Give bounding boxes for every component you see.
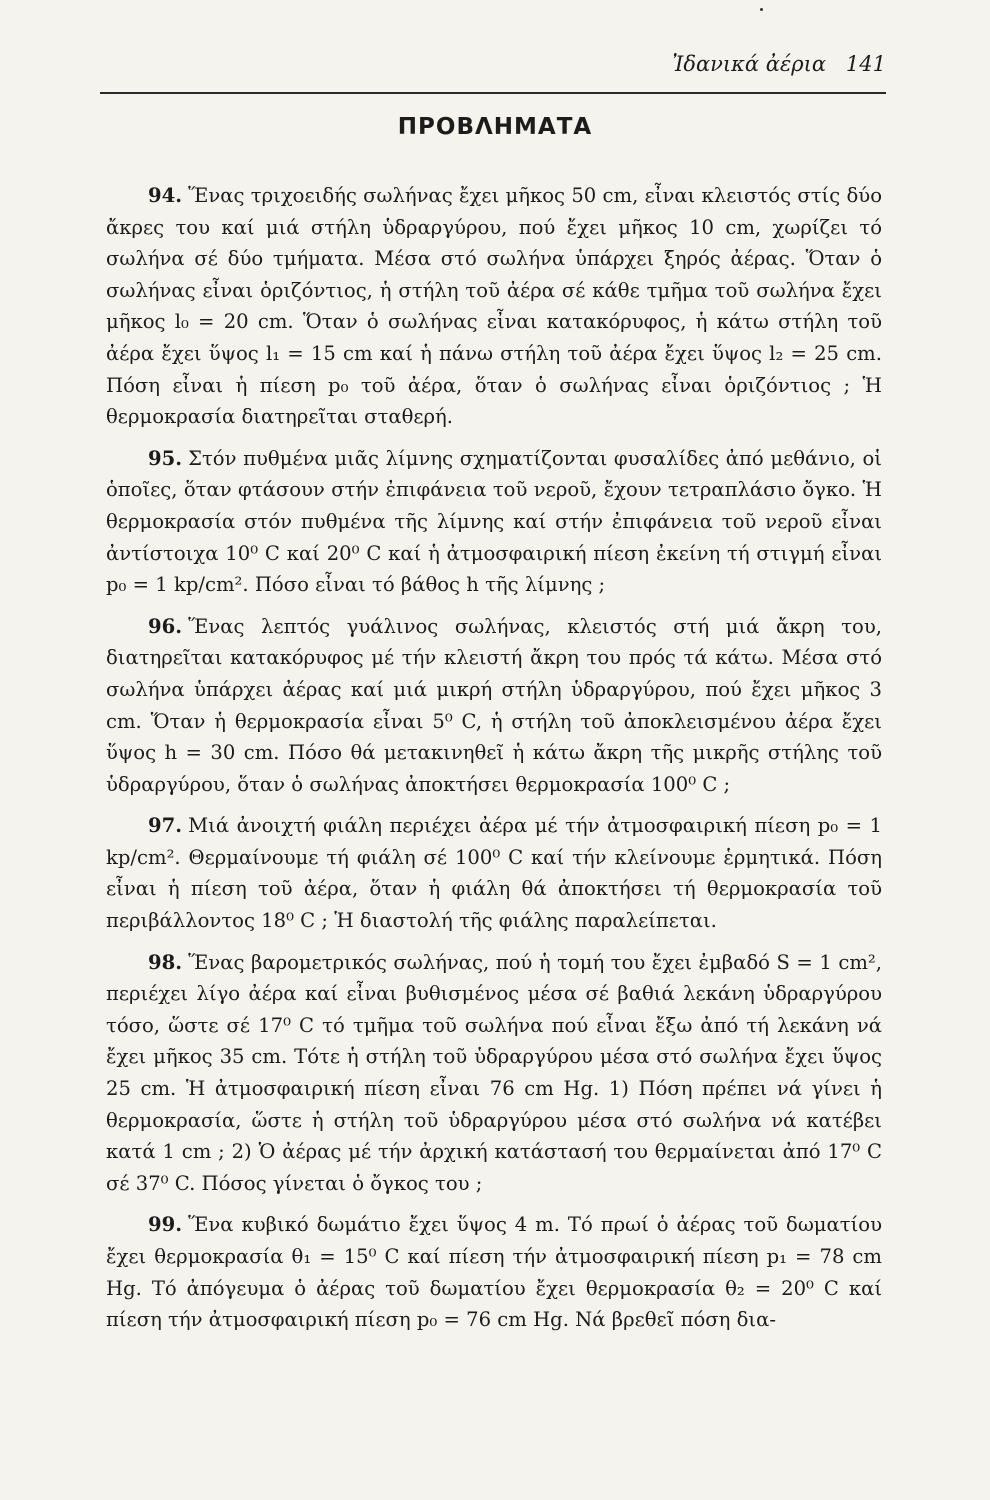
problem-97 (106, 810, 882, 936)
page-header (100, 52, 886, 94)
problem-number: 96. (148, 614, 183, 638)
problem-number: 99. (148, 1213, 183, 1237)
problem-list (106, 180, 882, 1346)
problem-text: Μιά ἀνοιχτή φιάλη περιέχει ἀέρα μέ τήν ἀτμοσφαιρική πίεση p₀ = 1 kp/cm². Θερμαίνουμε τή φιάλη σέ 100⁰ C καί τήν κλείνουμε ἑρμητικά. Πόση εἶναι ἡ πίεση τοῦ ἀέρα, ὅταν ἡ φιάλη θά ἀποκτήσει τή θερμοκρασία τοῦ περιβάλλοντος 18⁰ C ; Ἡ διαστολή τῆς φιάλης παραλείπεται. (106, 814, 882, 933)
problem-number: 94. (148, 184, 183, 207)
problem-text: Ἕνας τριχοειδής σωλήνας ἔχει μῆκος 50 cm, εἶναι κλειστός στίς δύο ἄκρες του καί μιά στήλη ὑδραργύρου, πού ἔχει μῆκος 10 cm, χωρίζει τό σωλήνα σέ δύο τμήματα. Μέσα στό σωλήνα ὑπάρχει ξηρός ἀέρας. Ὅταν ὁ σωλήνας εἶναι ὁριζόντιος, ἡ στήλη τοῦ ἀέρα σέ κάθε τμῆμα τοῦ σωλήνα ἔχει μῆκος l₀ = 20 cm. Ὅταν ὁ σωλήνας εἶναι κατακόρυφος, ἡ κάτω στήλη τοῦ ἀέρα ἔχει ὕψος l₁ = 15 cm καί ἡ πάνω στήλη τοῦ ἀέρα ἔχει ὕψος l₂ = 25 cm. Πόση εἶναι ἡ πίεση p₀ τοῦ ἀέρα, ὅταν ὁ σωλήνας εἶναι ὁριζόντιος ; Ἡ θερμοκρασία διατηρεῖται σταθερή. (106, 184, 882, 429)
problem-text: Ἕνας βαρομετρικός σωλήνας, πού ἡ τομή του ἔχει ἐμβαδό S = 1 cm², περιέχει λίγο ἀέρα καί εἶναι βυθισμένος μέσα σέ βαθιά λεκάνη ὑδραργύρου τόσο, ὥστε σέ 17⁰ C τό τμῆμα τοῦ σωλήνα πού εἶναι ἔξω ἀπό τή λεκάνη νά ἔχει μῆκος 35 cm. Τότε ἡ στήλη τοῦ ὑδραργύρου μέσα στό σωλήνα ἔχει ὕψος 25 cm. Ἡ ἀτμοσφαιρική πίεση εἶναι 76 cm Hg. 1) Πόση πρέπει νά γίνει ἡ θερμοκρασία, ὥστε ἡ στήλη τοῦ ὑδραργύρου μέσα στό σωλήνα νά κατέβει κατά 1 cm ; 2) Ὁ ἀέρας μέ τήν ἀρχική κατάστασή του θερμαίνεται ἀπό 17⁰ C σέ 37⁰ C. Πόσος γίνεται ὁ ὄγκος του ; (106, 950, 882, 1195)
problem-text: Στόν πυθμένα μιᾶς λίμνης σχηματίζονται φυσαλίδες ἀπό μεθάνιο, οἱ ὁποῖες, ὅταν φτάσουν στήν ἐπιφάνεια τοῦ νεροῦ, ἔχουν τετραπλάσιο ὄγκο. Ἡ θερμοκρασία στόν πυθμένα τῆς λίμνης καί στήν ἐπιφάνεια τοῦ νεροῦ εἶναι ἀντίστοιχα 10⁰ C καί 20⁰ C καί ἡ ἀτμοσφαιρική πίεση ἐκείνη τή στιγμή εἶναι p₀ = 1 kp/cm². Πόσο εἶναι τό βάθος h τῆς λίμνης ; (106, 446, 882, 597)
problem-text: Ἕνα κυβικό δωμάτιο ἔχει ὕψος 4 m. Τό πρωί ὁ ἀέρας τοῦ δωματίου ἔχει θερμοκρασία θ₁ = 15⁰ C καί πίεση τήν ἀτμοσφαιρική πίεση p₁ = 78 cm Hg. Τό ἀπόγευμα ὁ ἀέρας τοῦ δωματίου ἔχει θερμοκρασία θ₂ = 20⁰ C καί πίεση τήν ἀτμοσφαιρική πίεση p₀ = 76 cm Hg. Νά βρεθεῖ πόση δια- (106, 1213, 882, 1332)
problem-94 (106, 180, 882, 433)
problem-99 (106, 1209, 882, 1335)
running-title: Ἰδανικά ἀέρια (672, 52, 826, 76)
problem-95 (106, 443, 882, 601)
page-number: 141 (845, 52, 886, 76)
problem-number: 95. (148, 446, 183, 470)
problem-number: 98. (148, 950, 183, 974)
section-title: ΠΡΟΒΛΗΜΑΤΑ (397, 114, 593, 140)
problem-number: 97. (148, 814, 183, 838)
problem-96 (106, 611, 882, 801)
problem-98 (106, 947, 882, 1200)
print-speck (760, 8, 763, 11)
problem-text: Ἕνας λεπτός γυάλινος σωλήνας, κλειστός στή μιά ἄκρη του, διατηρεῖται κατακόρυφος μέ τήν κλειστή ἄκρη του πρός τά κάτω. Μέσα στό σωλήνα ὑπάρχει ἀέρας καί μιά μικρή στήλη ὑδραργύρου, πού ἔχει μῆκος 3 cm. Ὅταν ἡ θερμοκρασία εἶναι 5⁰ C, ἡ στήλη τοῦ ἀποκλεισμένου ἀέρα ἔχει ὕψος h = 30 cm. Πόσο θά μετακινηθεῖ ἡ κάτω ἄκρη τῆς μικρῆς στήλης τοῦ ὑδραργύρου, ὅταν ὁ σωλήνας ἀποκτήσει θερμοκρασία 100⁰ C ; (106, 614, 882, 796)
